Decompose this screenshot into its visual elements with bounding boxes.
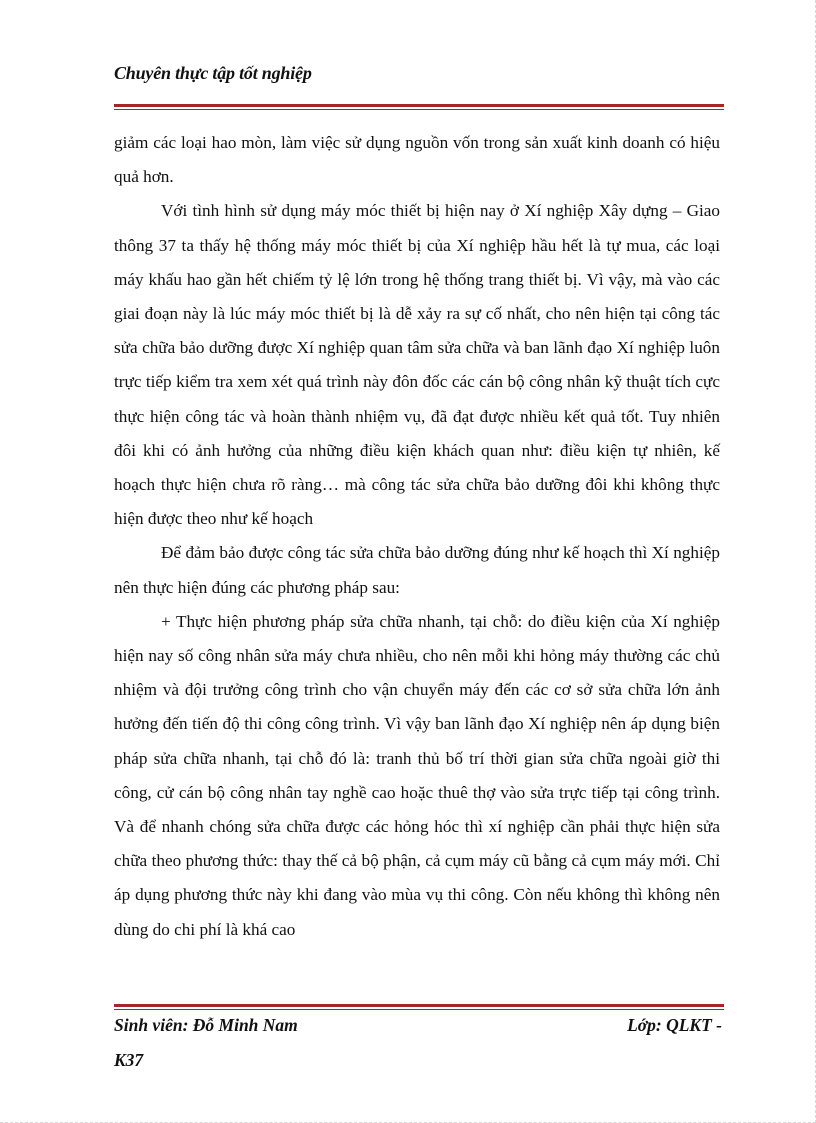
paragraph-quick-repair: + Thực hiện phương pháp sửa chữa nhanh, tại chỗ: do điều kiện của Xí nghiệp hiện nay số công nhân sửa máy chưa nhiều, cho nên mỗi khi hỏng máy thường các chủ nhiệm và đội trưởng công trình cho vận chuyển máy đến các cơ sở sửa chữa lớn ảnh hưởng đến tiến độ thi công công trình. Vì vậy ban lãnh đạo Xí nghiệp nên áp dụng biện pháp sửa chữa nhanh, tại chỗ đó là: tranh thủ bố trí thời gian sửa chữa ngoài giờ thi công, cử cán bộ công nhân tay nghề cao hoặc thuê thợ vào sửa trực tiếp tại công trình. Và để nhanh chóng sửa chữa được các hỏng hóc thì xí nghiệp cần phải thực hiện sửa chữa theo phương thức: thay thế cả bộ phận, cả cụm máy cũ bằng cả cụm máy mới. Chỉ áp dụng phương thức này khi đang vào mùa vụ thi công. Còn nếu không thì không nên dùng do chi phí là khá cao	[114, 611, 720, 939]
footer-student-name: Sinh viên: Đỗ Minh Nam	[114, 1015, 298, 1035]
paragraph-methods-intro: Để đảm bảo được công tác sửa chữa bảo dưỡng đúng như kế hoạch thì Xí nghiệp nên thực hiện đúng các phương pháp sau:	[114, 543, 720, 597]
body-text	[114, 126, 720, 947]
paragraph-equipment-situation: Với tình hình sử dụng máy móc thiết bị hiện nay ở Xí nghiệp Xây dựng – Giao thông 37 ta thấy hệ thống máy móc thiết bị của Xí nghiệp hầu hết là tự mua, các loại máy khấu hao gần hết chiếm tỷ lệ lớn trong hệ thống trang thiết bị. Vì vậy, mà vào các giai đoạn này là lúc máy móc thiết bị là dễ xảy ra sự cố nhất, cho nên hiện tại công tác sửa chữa bảo dưỡng được Xí nghiệp quan tâm sửa chữa và ban lãnh đạo Xí nghiệp luôn trực tiếp kiểm tra xem xét quá trình này đôn đốc các cán bộ công nhân kỹ thuật tích cực thực hiện công tác và hoàn thành nhiệm vụ, đã đạt được nhiều kết quả tốt. Tuy nhiên đôi khi có ảnh hưởng của những điều kiện khách quan như: điều kiện tự nhiên, kế hoạch thực hiện chưa rõ ràng… mà công tác sửa chữa bảo dưỡng đôi khi không thực hiện được theo như kế hoạch	[114, 201, 720, 529]
footer-class: Lớp: QLKT -	[627, 1015, 722, 1035]
header-rule	[114, 104, 724, 110]
header-title: Chuyên thực tập tốt nghiệp	[114, 63, 312, 83]
footer-cohort: K37	[114, 1050, 144, 1070]
paragraph-continuation: giảm các loại hao mòn, làm việc sử dụng nguồn vốn trong sản xuất kinh doanh có hiệu quả hơn.	[114, 133, 720, 187]
footer-rule	[114, 1004, 724, 1010]
